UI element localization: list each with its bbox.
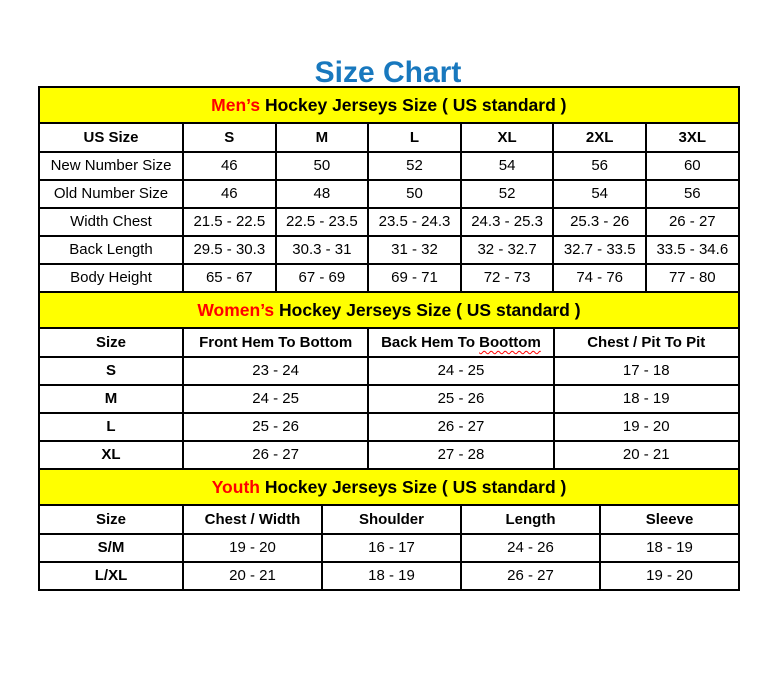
youth-col-chest-width: Chest / Width [183, 505, 322, 534]
mens-col-m: M [276, 123, 369, 152]
mens-col-l: L [368, 123, 461, 152]
table-row-womens-m [39, 385, 739, 413]
cell: 56 [646, 180, 739, 208]
youth-section-header-text: Hockey Jerseys Size ( US standard ) [259, 476, 567, 497]
cell: 20 - 21 [183, 562, 322, 590]
cell: 31 - 32 [368, 236, 461, 264]
row-label: Width Chest [39, 208, 183, 236]
row-label: L [39, 413, 183, 441]
womens-section-header-text: Hockey Jerseys Size ( US standard ) [274, 299, 581, 320]
cell: 65 - 67 [183, 264, 276, 292]
row-label: Old Number Size [39, 180, 183, 208]
cell: 56 [553, 152, 646, 180]
youth-section-header [39, 469, 739, 505]
mens-col-us-size: US Size [39, 123, 183, 152]
cell: 23.5 - 24.3 [368, 208, 461, 236]
womens-col-front-hem: Front Hem To Bottom [183, 328, 368, 357]
womens-section-header [39, 292, 739, 328]
youth-col-sleeve: Sleeve [600, 505, 739, 534]
row-label: Body Height [39, 264, 183, 292]
row-label: L/XL [39, 562, 183, 590]
youth-section-header-row [39, 469, 739, 505]
table-row-womens-s [39, 357, 739, 385]
table-row-back-length [39, 236, 739, 264]
mens-section-header-row [39, 87, 739, 123]
mens-section-header-text: Hockey Jerseys Size ( US standard ) [260, 94, 567, 115]
cell: 30.3 - 31 [276, 236, 369, 264]
row-label: Back Length [39, 236, 183, 264]
cell: 48 [276, 180, 369, 208]
cell: 74 - 76 [553, 264, 646, 292]
youth-column-header-row [39, 505, 739, 534]
row-label: M [39, 385, 183, 413]
mens-col-s: S [183, 123, 276, 152]
cell: 54 [553, 180, 646, 208]
mens-column-header-row [39, 123, 739, 152]
womens-col-chest-pit: Chest / Pit To Pit [554, 328, 739, 357]
cell: 19 - 20 [554, 413, 739, 441]
womens-col-back-hem [368, 328, 553, 357]
cell: 29.5 - 30.3 [183, 236, 276, 264]
cell: 23 - 24 [183, 357, 368, 385]
cell: 25 - 26 [183, 413, 368, 441]
cell: 52 [368, 152, 461, 180]
mens-section-header [39, 87, 739, 123]
cell: 52 [461, 180, 554, 208]
cell: 24 - 25 [183, 385, 368, 413]
youth-size-table [38, 468, 740, 591]
cell: 24 - 26 [461, 534, 600, 562]
cell: 21.5 - 22.5 [183, 208, 276, 236]
cell: 16 - 17 [322, 534, 461, 562]
womens-section-header-row [39, 292, 739, 328]
womens-col-size: Size [39, 328, 183, 357]
cell: 20 - 21 [554, 441, 739, 469]
mens-col-xl: XL [461, 123, 554, 152]
cell: 25 - 26 [368, 385, 553, 413]
cell: 26 - 27 [646, 208, 739, 236]
cell: 25.3 - 26 [553, 208, 646, 236]
cell: 24 - 25 [368, 357, 553, 385]
page-title: Size Chart [314, 56, 462, 89]
cell: 50 [368, 180, 461, 208]
cell: 17 - 18 [554, 357, 739, 385]
womens-column-header-row [39, 328, 739, 357]
table-row-body-height [39, 264, 739, 292]
youth-col-length: Length [461, 505, 600, 534]
mens-size-table [38, 86, 740, 293]
cell: 27 - 28 [368, 441, 553, 469]
cell: 46 [183, 180, 276, 208]
cell: 69 - 71 [368, 264, 461, 292]
cell: 72 - 73 [461, 264, 554, 292]
table-row-old-number-size [39, 180, 739, 208]
table-row-womens-xl [39, 441, 739, 469]
misspelled-word-squiggle: Boottom [479, 333, 541, 351]
row-label: New Number Size [39, 152, 183, 180]
table-row-width-chest [39, 208, 739, 236]
row-label: XL [39, 441, 183, 469]
cell: 19 - 20 [600, 562, 739, 590]
table-row-youth-sm [39, 534, 739, 562]
cell: 32 - 32.7 [461, 236, 554, 264]
cell: 19 - 20 [183, 534, 322, 562]
table-row-new-number-size [39, 152, 739, 180]
cell: 26 - 27 [461, 562, 600, 590]
womens-size-table [38, 291, 740, 470]
youth-col-size: Size [39, 505, 183, 534]
cell: 26 - 27 [183, 441, 368, 469]
row-label: S [39, 357, 183, 385]
cell: 54 [461, 152, 554, 180]
mens-col-3xl: 3XL [646, 123, 739, 152]
cell: 77 - 80 [646, 264, 739, 292]
table-row-womens-l [39, 413, 739, 441]
mens-section-highlight: Men’s [211, 94, 261, 115]
cell: 67 - 69 [276, 264, 369, 292]
cell: 18 - 19 [322, 562, 461, 590]
cell: 33.5 - 34.6 [646, 236, 739, 264]
cell: 22.5 - 23.5 [276, 208, 369, 236]
cell: 26 - 27 [368, 413, 553, 441]
cell: 60 [646, 152, 739, 180]
cell: 46 [183, 152, 276, 180]
mens-col-2xl: 2XL [553, 123, 646, 152]
youth-section-highlight: Youth [211, 476, 260, 497]
table-row-youth-lxl [39, 562, 739, 590]
cell: 50 [276, 152, 369, 180]
cell: 18 - 19 [600, 534, 739, 562]
womens-section-highlight: Women’s [197, 299, 275, 320]
youth-col-shoulder: Shoulder [322, 505, 461, 534]
cell: 18 - 19 [554, 385, 739, 413]
cell: 24.3 - 25.3 [461, 208, 554, 236]
row-label: S/M [39, 534, 183, 562]
cell: 32.7 - 33.5 [553, 236, 646, 264]
back-hem-prefix: Back Hem To [381, 333, 480, 351]
